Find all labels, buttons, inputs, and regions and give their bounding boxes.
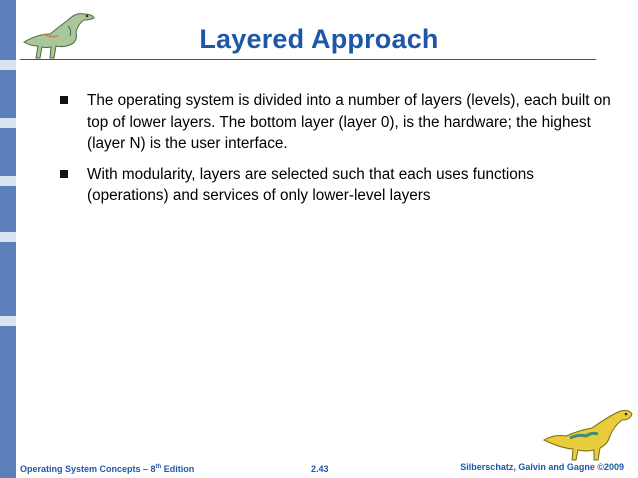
dinosaur-footer-icon: [540, 404, 636, 462]
bullet-text: The operating system is divided into a number of layers (levels), each built on top of lower layers. The bottom layer (layer 0), is the hardware; the highest (layer N) is the user interface.: [87, 92, 611, 152]
left-sidebar-bar: [0, 0, 16, 478]
square-bullet-icon: [60, 96, 68, 104]
list-item: [56, 164, 616, 207]
footer-book-title: Operating System Concepts – 8th Edition: [20, 464, 195, 474]
bullet-list: [56, 90, 616, 216]
slide-title: Layered Approach: [199, 24, 439, 54]
footer-page-number: 2.43: [311, 464, 329, 474]
square-bullet-icon: [60, 170, 68, 178]
sidebar-stripe: [0, 232, 16, 242]
bullet-text: With modularity, layers are selected such that each uses functions (operations) and services of only lower-level layers: [87, 165, 534, 204]
title-underline: [20, 59, 596, 60]
footer-authors: Silberschatz, Galvin and Gagne ©2009: [460, 462, 624, 472]
sidebar-stripe: [0, 176, 16, 186]
sidebar-stripe: [0, 118, 16, 128]
sidebar-stripe: [0, 60, 16, 70]
sidebar-stripe: [0, 316, 16, 326]
list-item: [56, 90, 616, 155]
